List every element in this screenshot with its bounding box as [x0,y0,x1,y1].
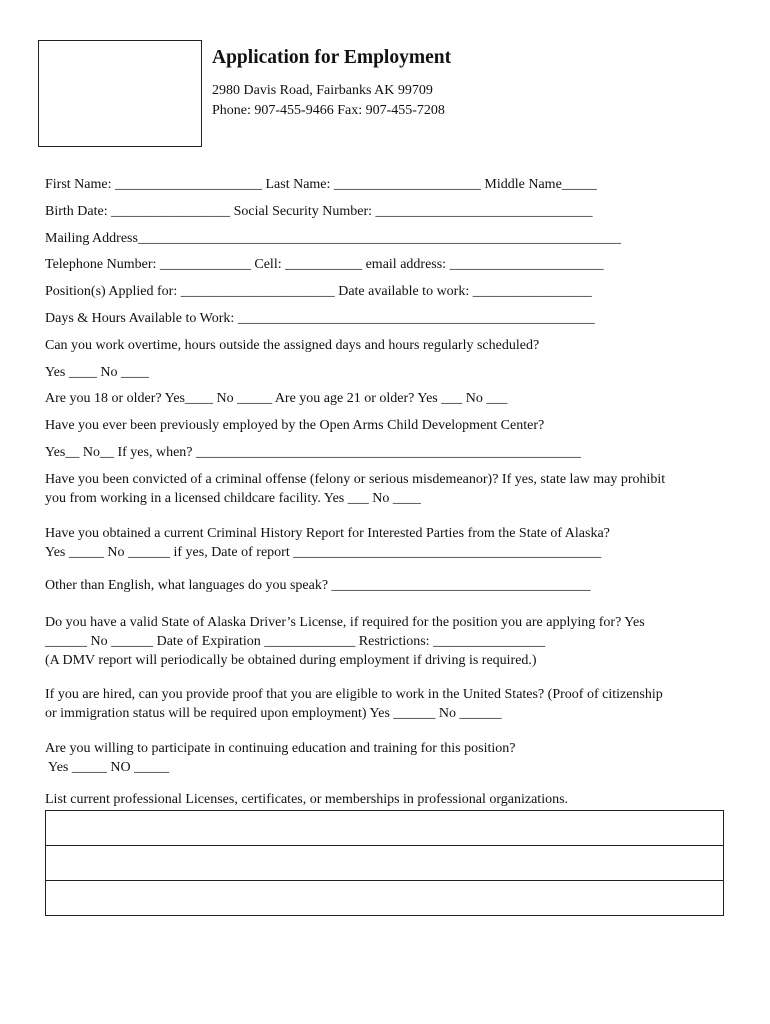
previous-employment-answer[interactable]: Yes__ No__ If yes, when? _______________________________________________________ [45,445,582,460]
company-phone-fax: Phone: 907-455-9466 Fax: 907-455-7208 [212,103,445,118]
training-line-1: Are you willing to participate in continuing education and training for this position? [45,741,516,756]
professional-licenses-label: List current professional Licenses, certificates, or memberships in professional organizations. [45,792,569,807]
table-row [46,846,724,881]
days-hours-field[interactable]: Days & Hours Available to Work: ___________________________________________________ [45,311,595,326]
drivers-license-line-1: Do you have a valid State of Alaska Driver’s License, if required for the position you are applying for? Yes [45,615,645,630]
criminal-history-line-2: Yes _____ No ______ if yes, Date of report ____________________________________________ [45,545,602,560]
work-eligibility-line-2: or immigration status will be required upon employment) Yes ______ No ______ [45,706,502,721]
work-eligibility-question[interactable] [45,685,724,723]
drivers-license-line-2: ______ No ______ Date of Expiration _____________ Restrictions: ________________ [45,634,546,649]
criminal-history-question[interactable] [45,524,724,562]
company-address: 2980 Davis Road, Fairbanks AK 99709 [212,83,433,98]
professional-licenses-table [45,810,724,916]
previous-employment-question: Have you ever been previously employed by the Open Arms Child Development Center? [45,418,545,433]
phone-email-fields[interactable]: Telephone Number: _____________ Cell: ___________ email address: ______________________ [45,257,604,272]
table-row [46,811,724,846]
criminal-history-line-1: Have you obtained a current Criminal History Report for Interested Parties from the State of Alaska? [45,526,610,541]
license-entry-field[interactable] [46,811,724,846]
table-row [46,881,724,916]
overtime-answer[interactable]: Yes ____ No ____ [45,365,149,380]
drivers-license-line-3: (A DMV report will periodically be obtained during employment if driving is required.) [45,653,537,668]
criminal-offense-line-1: Have you been convicted of a criminal offense (felony or serious misdemeanor)? If yes, state law may prohibit [45,472,666,487]
logo-placeholder-box [38,40,202,147]
page-title: Application for Employment [212,47,452,68]
criminal-offense-question[interactable] [45,470,724,508]
languages-field[interactable]: Other than English, what languages do you speak? _____________________________________ [45,578,591,593]
name-fields[interactable]: First Name: _____________________ Last Name: _____________________ Middle Name_____ [45,177,597,192]
mailing-address-field[interactable]: Mailing Address_____________________________________________________________________ [45,231,621,246]
drivers-license-question[interactable] [45,613,724,670]
overtime-question: Can you work overtime, hours outside the assigned days and hours regularly scheduled? [45,338,540,353]
age-question[interactable]: Are you 18 or older? Yes____ No _____ Are you age 21 or older? Yes ___ No ___ [45,391,508,406]
criminal-offense-line-2: you from working in a licensed childcare facility. Yes ___ No ____ [45,491,421,506]
license-entry-field[interactable] [46,846,724,881]
training-question[interactable] [45,739,724,777]
birth-ssn-fields[interactable]: Birth Date: _________________ Social Security Number: _______________________________ [45,204,593,219]
position-date-fields[interactable]: Position(s) Applied for: ______________________ Date available to work: _________________ [45,284,592,299]
license-entry-field[interactable] [46,881,724,916]
work-eligibility-line-1: If you are hired, can you provide proof that you are eligible to work in the United States? (Proof of citizenship [45,687,663,702]
training-line-2: Yes _____ NO _____ [45,760,170,775]
